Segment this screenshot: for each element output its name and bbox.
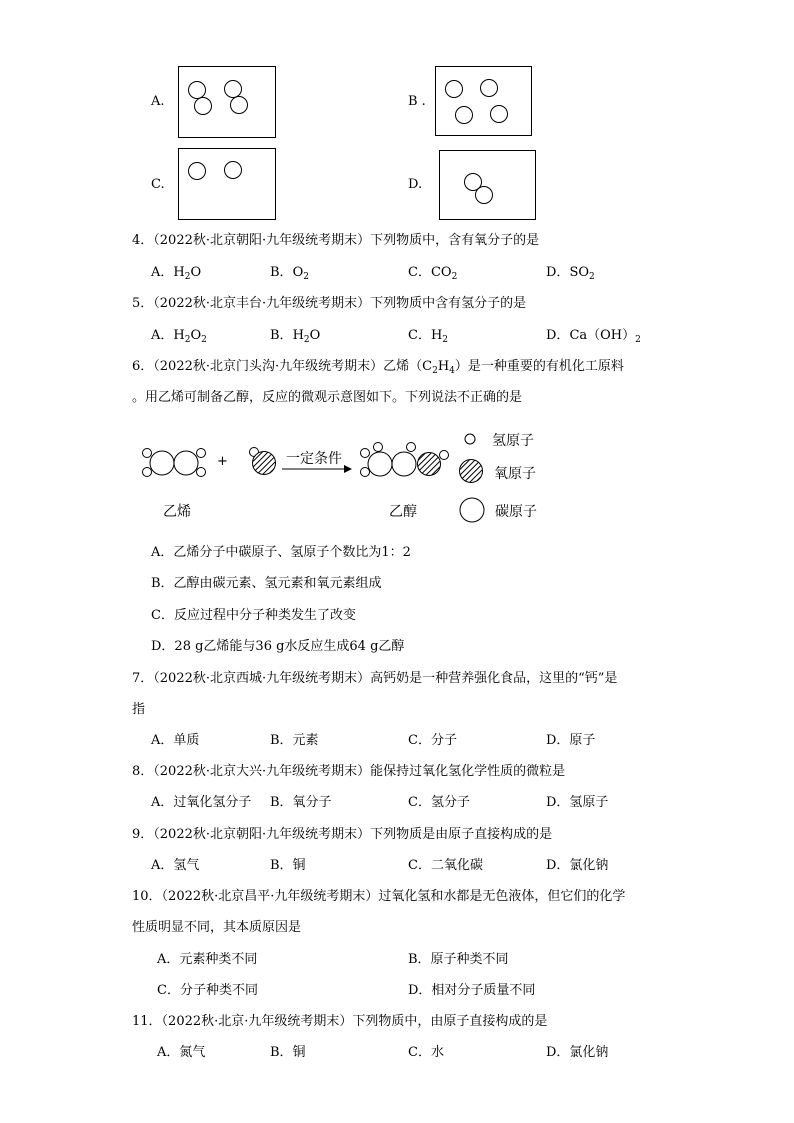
q10-option-a: A．元素种类不同: [157, 952, 258, 967]
q10-stem-line2: 性质明显不同，其本质原因是: [132, 920, 302, 935]
q3-option-d-box: [439, 150, 536, 220]
q5-option-b: B．$H_2O$: [270, 328, 321, 345]
q6-option-b: B．乙醇由碳元素、氢元素和氧元素组成: [151, 576, 382, 591]
q9-option-b: B．铜: [270, 858, 306, 873]
atom-circle: [480, 79, 498, 97]
q7-option-d: D．原子: [546, 733, 596, 748]
q7-stem-line2: 指: [132, 702, 146, 717]
q6-stem-line2: 。用乙烯可制备乙醇，反应的微观示意图如下。下列说法不正确的是: [132, 390, 523, 405]
q3-option-c-label: C.: [151, 177, 165, 192]
atom-circle: [194, 97, 212, 115]
q4-option-a: A．$H_2O$: [151, 265, 202, 282]
q7-option-c: C．分子: [408, 733, 457, 748]
q5-option-a: A．$H_2O_2$: [151, 328, 207, 345]
q5-option-d: D．$Ca(OH)_2$: [546, 328, 641, 345]
reaction-plus-sign: +: [217, 454, 228, 469]
atom-circle: [230, 96, 248, 114]
q10-option-d: D．相对分子质量不同: [408, 983, 536, 998]
q6-option-c: C．反应过程中分子种类发生了改变: [151, 608, 356, 623]
q7-option-b: B．元素: [270, 733, 319, 748]
q10-option-c: C．分子种类不同: [157, 983, 258, 998]
legend-oxygen-symbol: [460, 460, 483, 483]
q8-option-b: B．氧分子: [270, 795, 332, 810]
q8-option-c: C．氢分子: [408, 795, 470, 810]
atom-circle: [455, 106, 473, 124]
q5-stem: 5．（2022秋·北京丰台·九年级统考期末）下列物质中含有氢分子的是: [132, 296, 527, 311]
q9-option-a: A．氢气: [151, 858, 200, 873]
q6-option-a: A．乙烯分子中碳原子、氢原子个数比为1：2: [151, 545, 411, 560]
ethanol-label: 乙醇: [389, 504, 417, 520]
q11-option-a: A．氮气: [157, 1045, 206, 1060]
q3-option-c-box: [178, 148, 276, 220]
q3-option-d-label: D.: [408, 177, 423, 192]
legend-carbon-symbol: [460, 498, 484, 522]
atom-circle: [475, 186, 493, 204]
q6-option-d: D．28 g乙烯能与36 g水反应生成64 g乙醇: [151, 639, 405, 654]
q7-option-a: A．单质: [151, 733, 200, 748]
q4-stem: 4．（2022秋·北京朝阳·九年级统考期末）下列物质中，含有氧分子的是: [132, 233, 540, 248]
q4-option-d: D．$SO_2$: [546, 265, 595, 282]
q9-stem: 9．（2022秋·北京朝阳·九年级统考期末）下列物质是由原子直接构成的是: [132, 827, 553, 842]
atom-circle: [490, 105, 508, 123]
reaction-condition-label: 一定条件: [286, 451, 342, 467]
atom-circle: [445, 80, 463, 98]
q8-option-d: D．氢原子: [546, 795, 609, 810]
q3-option-b-label: B .: [408, 94, 426, 109]
legend-carbon-label: 碳原子: [495, 504, 537, 520]
q8-stem: 8．（2022秋·北京大兴·九年级统考期末）能保持过氧化氢化学性质的微粒是: [132, 764, 566, 779]
q4-option-c: C．$CO_2$: [408, 265, 458, 282]
q3-option-a-box: [178, 66, 276, 138]
atom-circle: [224, 161, 242, 179]
legend-hydrogen-symbol: [465, 434, 475, 444]
q4-option-b: B．$O_2$: [270, 265, 309, 282]
q11-option-b: B．铜: [270, 1045, 306, 1060]
water-molecule: [250, 448, 276, 475]
q3-option-b-box: [435, 66, 532, 136]
ethanol-molecule: [361, 443, 449, 477]
q8-option-a: A．过氧化氢分子: [151, 795, 252, 810]
legend-oxygen-label: 氧原子: [494, 466, 536, 482]
ethylene-molecule: [143, 449, 206, 477]
q5-option-c: C．$H_2$: [408, 328, 449, 345]
q9-option-d: D．氯化钠: [546, 858, 609, 873]
q11-option-c: C．水: [408, 1045, 444, 1060]
q10-stem: 10．（2022秋·北京昌平·九年级统考期末）过氧化氢和水都是无色液体，但它们的化学: [132, 889, 626, 904]
atom-circle: [188, 162, 206, 180]
q7-stem: 7．（2022秋·北京西城·九年级统考期末）高钙奶是一种营养强化食品，这里的“钙”是: [132, 671, 618, 686]
legend-hydrogen-label: 氢原子: [492, 433, 534, 449]
q6-stem: 6．（2022秋·北京门头沟·九年级统考期末）乙烯$(C_2H_4)$是一种重要的有机化工原料: [132, 359, 624, 376]
ethylene-label: 乙烯: [163, 504, 191, 520]
q10-option-b: B．原子种类不同: [408, 952, 509, 967]
q9-option-c: C．二氧化碳: [408, 858, 483, 873]
q11-stem: 11．（2022秋·北京·九年级统考期末）下列物质中，由原子直接构成的是: [132, 1014, 548, 1029]
q3-option-a-label: A.: [151, 94, 165, 109]
q11-option-d: D．氯化钠: [546, 1045, 609, 1060]
